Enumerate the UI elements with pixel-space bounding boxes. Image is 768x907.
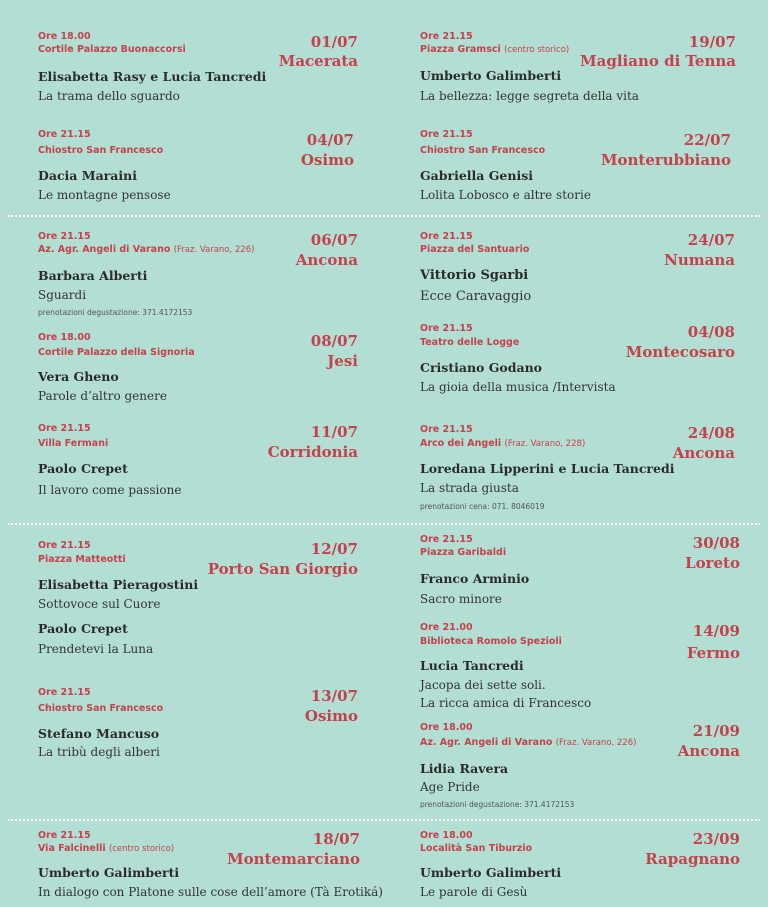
- event-place: Chiostro San Francesco: [420, 145, 546, 156]
- event-title: Ecce Caravaggio: [420, 289, 532, 304]
- event-city: Ancona: [672, 444, 735, 462]
- event-place: Chiostro San Francesco: [38, 145, 164, 156]
- event-date: 23/09: [692, 830, 740, 848]
- event-title: La trama dello sguardo: [38, 89, 180, 103]
- event-title: La strada giusta: [420, 481, 519, 495]
- event-date: 24/07: [687, 231, 735, 249]
- event-author: Barbara Alberti: [38, 268, 148, 283]
- event-booking-note: prenotazioni degustazione: 371.4172153: [38, 308, 193, 317]
- event-title: Sottovoce sul Cuore: [38, 597, 161, 611]
- event-place: Arco dei Angeli (Fraz. Varano, 228): [420, 438, 586, 449]
- event-e17: [420, 829, 740, 905]
- event-e1: [38, 30, 358, 110]
- event-time: Ore 21.15: [420, 534, 473, 545]
- event-place: Cortile Palazzo Buonaccorsi: [38, 44, 186, 55]
- event-title: La gioia della musica /Intervista: [420, 380, 616, 394]
- event-e11: [420, 230, 735, 310]
- event-time: Ore 21.15: [38, 687, 91, 698]
- event-author: Franco Arminio: [420, 571, 530, 586]
- event-city: Magliano di Tenna: [580, 52, 736, 70]
- event-city: Montemarciano: [227, 850, 360, 868]
- event-title: La tribù degli alberi: [38, 745, 160, 759]
- event-time: Ore 21.15: [38, 231, 91, 242]
- event-author: Gabriella Genisi: [420, 168, 534, 183]
- event-title: Le parole di Gesù: [420, 885, 528, 899]
- event-author: Lidia Ravera: [420, 761, 509, 776]
- event-e14: [420, 533, 740, 613]
- event-place: Biblioteca Romolo Spezioli: [420, 636, 562, 647]
- event-author: Stefano Mancuso: [38, 726, 160, 741]
- event-time: Ore 21.15: [38, 830, 91, 841]
- event-place: Villa Fermani: [38, 438, 109, 449]
- event-author: Umberto Galimberti: [420, 68, 562, 83]
- event-e13: [420, 423, 735, 518]
- section-divider: [8, 215, 760, 217]
- event-booking-note: prenotazioni degustazione: 371.4172153: [420, 800, 575, 809]
- event-time: Ore 21.15: [420, 231, 473, 242]
- event-author: Loredana Lipperini e Lucia Tancredi: [420, 461, 675, 476]
- event-time: Ore 18.00: [420, 722, 473, 733]
- event-author: Vera Gheno: [38, 369, 119, 384]
- event-place: Cortile Palazzo della Signoria: [38, 347, 195, 358]
- event-e6: [38, 539, 358, 664]
- event-place: Piazza Gramsci (centro storico): [420, 44, 570, 55]
- event-author: Lucia Tancredi: [420, 658, 524, 673]
- event-author: Paolo Crepet: [38, 621, 128, 636]
- event-date: 30/08: [692, 534, 740, 552]
- event-city: Jesi: [327, 352, 358, 370]
- event-e3: [38, 230, 358, 320]
- event-title: Parole d’altro genere: [38, 389, 167, 403]
- event-place: Teatro delle Logge: [420, 337, 520, 348]
- section-divider: [8, 819, 760, 821]
- event-place: Chiostro San Francesco: [38, 703, 164, 714]
- event-date: 04/08: [687, 323, 735, 341]
- event-city: Loreto: [685, 554, 740, 572]
- event-date: 01/07: [310, 33, 358, 51]
- event-author: Elisabetta Pieragostini: [38, 577, 199, 592]
- event-author: Paolo Crepet: [38, 461, 128, 476]
- event-date: 13/07: [310, 687, 358, 705]
- event-e10: [420, 128, 731, 208]
- event-city: Ancona: [677, 742, 740, 760]
- event-city: Montecosaro: [625, 343, 735, 361]
- event-date: 24/08: [687, 424, 735, 442]
- event-e5: [38, 422, 358, 502]
- event-title: La bellezza: legge segreta della vita: [420, 89, 639, 103]
- event-time: Ore 21.15: [420, 424, 473, 435]
- event-place: Località San Tiburzio: [420, 843, 533, 854]
- event-city: Macerata: [278, 52, 358, 70]
- event-e7: [38, 686, 358, 766]
- event-time: Ore 21.15: [38, 423, 91, 434]
- event-e15: [420, 621, 740, 716]
- event-author: Umberto Galimberti: [420, 865, 562, 880]
- event-author: Umberto Galimberti: [38, 865, 180, 880]
- event-e9: [420, 30, 736, 110]
- event-title: Lolita Lobosco e altre storie: [420, 188, 591, 202]
- event-e16: [420, 721, 740, 813]
- event-e8: [38, 829, 383, 905]
- event-author: Vittorio Sgarbi: [420, 268, 529, 283]
- event-date: 14/09: [692, 622, 740, 640]
- event-author: Dacia Maraini: [38, 168, 137, 183]
- event-time: Ore 21.15: [38, 540, 91, 551]
- event-place: Piazza Garibaldi: [420, 547, 507, 558]
- event-date: 11/07: [310, 423, 358, 441]
- event-time: Ore 21.15: [38, 129, 91, 140]
- event-date: 19/07: [688, 33, 736, 51]
- event-city: Fermo: [686, 644, 740, 662]
- event-title: Prendetevi la Luna: [38, 642, 154, 656]
- event-booking-note: prenotazioni cena: 071. 8046019: [420, 502, 545, 511]
- event-title: In dialogo con Platone sulle cose dell’amore (Tà Erotiká): [38, 885, 383, 899]
- event-title: Sacro minore: [420, 592, 502, 606]
- event-place: Az. Agr. Angeli di Varano (Fraz. Varano, 226): [420, 737, 637, 748]
- event-time: Ore 21.15: [420, 31, 473, 42]
- event-date: 08/07: [310, 332, 358, 350]
- event-time: Ore 21.15: [420, 129, 473, 140]
- event-place: Piazza Matteotti: [38, 554, 126, 565]
- event-date: 04/07: [306, 131, 354, 149]
- event-title: Le montagne pensose: [38, 188, 171, 202]
- event-date: 12/07: [310, 540, 358, 558]
- event-e4: [38, 331, 358, 411]
- event-city: Monterubbiano: [600, 151, 731, 169]
- event-author: Elisabetta Rasy e Lucia Tancredi: [38, 69, 267, 84]
- event-place: Piazza del Santuario: [420, 244, 530, 255]
- event-time: Ore 21.15: [420, 323, 473, 334]
- event-e12: [420, 322, 735, 402]
- event-time: Ore 18.00: [38, 31, 91, 42]
- event-time: Ore 21.00: [420, 622, 473, 633]
- event-place: Az. Agr. Angeli di Varano (Fraz. Varano, 226): [38, 244, 255, 255]
- event-date: 22/07: [683, 131, 731, 149]
- event-date: 21/09: [692, 722, 740, 740]
- event-city: Ancona: [295, 251, 358, 269]
- event-city: Osimo: [304, 707, 358, 725]
- event-city: Rapagnano: [645, 850, 740, 868]
- event-place: Via Falcinelli (centro storico): [38, 843, 175, 854]
- event-date: 06/07: [310, 231, 358, 249]
- event-city: Osimo: [300, 151, 354, 169]
- event-title: Il lavoro come passione: [38, 483, 182, 497]
- event-city: Corridonia: [267, 443, 358, 461]
- event-time: Ore 18.00: [420, 830, 473, 841]
- section-divider: [8, 523, 760, 525]
- event-author: Cristiano Godano: [420, 360, 542, 375]
- event-city: Porto San Giorgio: [207, 560, 358, 578]
- event-title: La ricca amica di Francesco: [420, 696, 592, 710]
- event-time: Ore 18.00: [38, 332, 91, 343]
- event-e2: [38, 128, 354, 208]
- event-date: 18/07: [312, 830, 360, 848]
- event-title: Sguardi: [38, 288, 87, 302]
- event-title: Jacopa dei sette soli.: [420, 678, 546, 692]
- event-city: Numana: [664, 251, 735, 269]
- event-title: Age Pride: [420, 780, 480, 794]
